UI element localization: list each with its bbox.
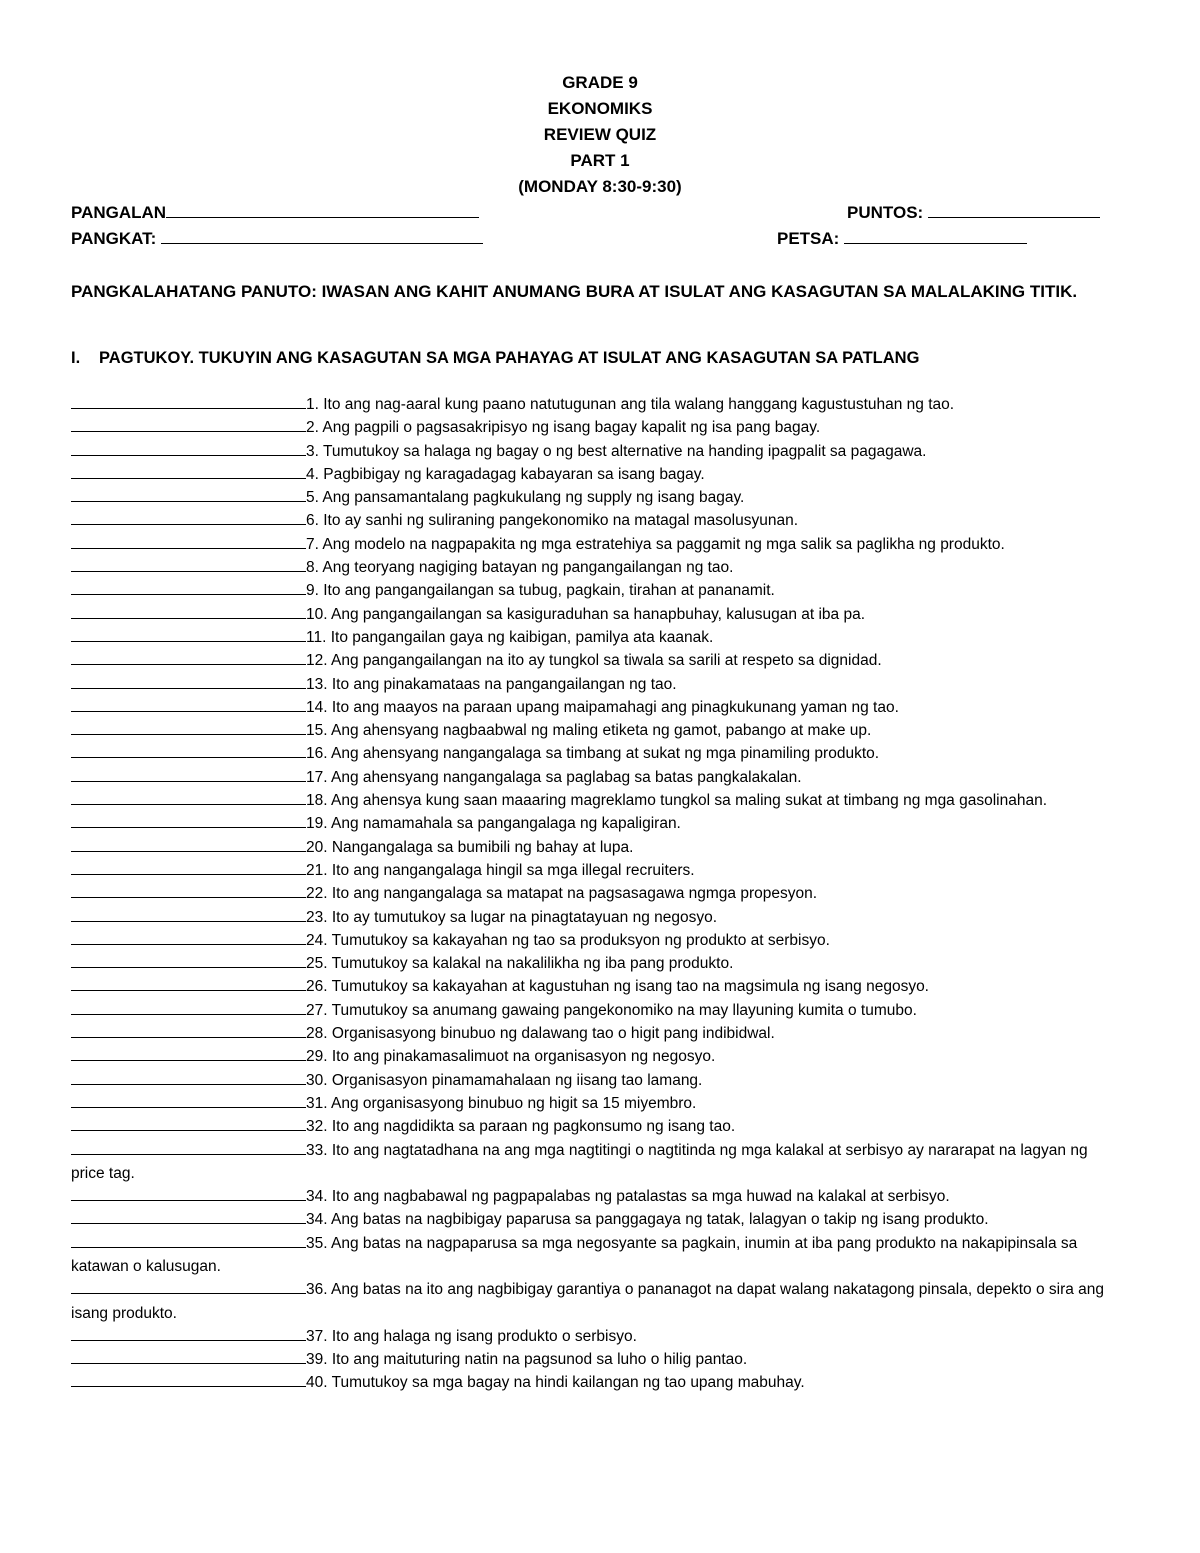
question-item	[71, 416, 1123, 439]
question-text: 37. Ito ang halaga ng isang produkto o serbisyo.	[306, 1327, 637, 1345]
question-text: 32. Ito ang nagdidikta sa paraan ng pagkonsumo ng isang tao.	[306, 1118, 736, 1136]
answer-blank[interactable]	[71, 488, 306, 502]
question-text: 2. Ang pagpili o pagsasakripisyo ng isang bagay kapalit ng isa pang bagay.	[306, 419, 821, 437]
question-text: 30. Organisasyon pinamamahalaan ng iisang tao lamang.	[306, 1071, 703, 1089]
subject-title: EKONOMIKS	[547, 99, 653, 118]
question-item	[71, 812, 1123, 835]
question-item	[71, 1278, 1123, 1325]
answer-blank[interactable]	[71, 605, 306, 619]
question-item	[71, 603, 1123, 626]
question-item	[71, 1348, 1123, 1371]
question-item	[71, 486, 1123, 509]
name-label: PANGALAN	[71, 203, 167, 222]
answer-blank[interactable]	[71, 791, 306, 805]
question-text: 22. Ito ang nangangalaga sa matapat na pagsasagawa ngmga propesyon.	[306, 885, 818, 903]
answer-blank[interactable]	[71, 721, 306, 735]
question-text: 15. Ang ahensyang nagbaabwal ng maling etiketa ng gamot, pabango at make up.	[306, 722, 872, 740]
answer-blank[interactable]	[71, 814, 306, 828]
question-item	[71, 1092, 1123, 1115]
answer-blank[interactable]	[71, 1187, 306, 1201]
answer-blank[interactable]	[71, 442, 306, 456]
question-text: 13. Ito ang pinakamataas na pangangailangan ng tao.	[306, 675, 677, 693]
question-item	[71, 440, 1123, 463]
group-label: PANGKAT:	[71, 229, 157, 248]
section-title: PAGTUKOY. TUKUYIN ANG KASAGUTAN SA MGA PAHAYAG AT ISULAT ANG KASAGUTAN SA PATLANG	[99, 349, 920, 367]
answer-blank[interactable]	[71, 1373, 306, 1387]
question-text: 25. Tumutukoy sa kalakal na nakalilikha ng iba pang produkto.	[306, 955, 734, 973]
general-instructions: PANGKALAHATANG PANUTO: IWASAN ANG KAHIT ANUMANG BURA AT ISULAT ANG KASAGUTAN SA MALALAKING TITIK.	[71, 282, 1078, 301]
question-text: 11. Ito pangangailan gaya ng kaibigan, pamilya ata kaanak.	[306, 628, 714, 646]
group-blank[interactable]	[161, 229, 483, 244]
question-text: 29. Ito ang pinakamasalimuot na organisasyon ng negosyo.	[306, 1048, 716, 1066]
answer-blank[interactable]	[71, 1117, 306, 1131]
question-item	[71, 579, 1123, 602]
name-field[interactable]	[71, 203, 479, 223]
question-text: 1. Ito ang nag-aaral kung paano natutugunan ang tila walang hanggang kagustustuhan ng tao.	[306, 396, 955, 413]
answer-blank[interactable]	[71, 1234, 306, 1248]
question-text: 36. Ang batas na ito ang nagbibigay garantiya o pananagot na dapat walang nakatagong pinsala, depekto o sira ang isang produkto.	[71, 1281, 1105, 1322]
question-item	[71, 1045, 1123, 1068]
question-item	[71, 1232, 1123, 1279]
part-title: PART 1	[570, 151, 630, 170]
question-text: 39. Ito ang maituturing natin na pagsunod sa luho o hilig pantao.	[306, 1351, 748, 1369]
answer-blank[interactable]	[71, 1024, 306, 1038]
question-item	[71, 673, 1123, 696]
answer-blank[interactable]	[71, 675, 306, 689]
question-text: 6. Ito ay sanhi ng suliraning pangekonomiko na matagal masolusyunan.	[306, 512, 799, 530]
answer-blank[interactable]	[71, 954, 306, 968]
answer-blank[interactable]	[71, 535, 306, 549]
question-item	[71, 766, 1123, 789]
question-text: 5. Ang pansamantalang pagkukulang ng supply ng isang bagay.	[306, 489, 745, 507]
question-text: 23. Ito ay tumutukoy sa lugar na pinagtatayuan ng negosyo.	[306, 908, 718, 926]
question-item	[71, 906, 1123, 929]
question-text: 40. Tumutukoy sa mga bagay na hindi kailangan ng tao upang mabuhay.	[306, 1374, 805, 1392]
question-item	[71, 696, 1123, 719]
answer-blank[interactable]	[71, 1071, 306, 1085]
answer-blank[interactable]	[71, 977, 306, 991]
name-blank[interactable]	[166, 203, 479, 218]
question-item	[71, 999, 1123, 1022]
question-text: 3. Tumutukoy sa halaga ng bagay o ng best alternative na handing ipagpalit sa pagagawa.	[306, 442, 927, 460]
answer-blank[interactable]	[71, 581, 306, 595]
question-item	[71, 1208, 1123, 1231]
question-item	[71, 859, 1123, 882]
score-blank[interactable]	[928, 203, 1100, 218]
question-text: 34. Ito ang nagbabawal ng pagpapalabas ng patalastas sa mga huwad na kalakal at serbisyo.	[306, 1188, 950, 1206]
section-heading	[71, 349, 1171, 368]
question-text: 33. Ito ang nagtatadhana na ang mga nagtitingi o nagtitinda ng mga kalakal at serbisyo ay nararapat na lagyan ng price tag.	[71, 1141, 1088, 1182]
question-item	[71, 929, 1123, 952]
question-item	[71, 882, 1123, 905]
question-item	[71, 1069, 1123, 1092]
question-text: 26. Tumutukoy sa kakayahan at kagustuhan ng isang tao na magsimula ng isang negosyo.	[306, 978, 929, 996]
answer-blank[interactable]	[71, 418, 306, 432]
group-field[interactable]	[71, 229, 483, 249]
schedule-title: (MONDAY 8:30-9:30)	[518, 177, 682, 196]
question-text: 24. Tumutukoy sa kakayahan ng tao sa produksyon ng produkto at serbisyo.	[306, 931, 830, 949]
answer-blank[interactable]	[71, 628, 306, 642]
answer-blank[interactable]	[71, 1350, 306, 1364]
answer-blank[interactable]	[71, 1094, 306, 1108]
question-item	[71, 719, 1123, 742]
question-item	[71, 1115, 1123, 1138]
answer-blank[interactable]	[71, 838, 306, 852]
question-text: 19. Ang namamahala sa pangangalaga ng kapaligiran.	[306, 815, 681, 833]
question-item	[71, 836, 1123, 859]
question-item	[71, 1022, 1123, 1045]
question-item	[71, 626, 1123, 649]
question-item	[71, 789, 1123, 812]
question-text: 27. Tumutukoy sa anumang gawaing pangekonomiko na may llayuning kumita o tumubo.	[306, 1001, 917, 1019]
question-text: 10. Ang pangangailangan sa kasiguraduhan sa hanapbuhay, kalusugan at iba pa.	[306, 605, 866, 623]
question-item	[71, 1371, 1123, 1394]
question-item	[71, 393, 1123, 416]
question-item	[71, 1185, 1123, 1208]
answer-blank[interactable]	[71, 651, 306, 665]
question-text: 28. Organisasyong binubuo ng dalawang tao o higit pang indibidwal.	[306, 1025, 775, 1043]
answer-blank[interactable]	[71, 465, 306, 479]
question-text: 18. Ang ahensya kung saan maaaring magreklamo tungkol sa maling sukat at timbang ng mga gasolinahan.	[306, 792, 1048, 810]
question-item	[71, 742, 1123, 765]
answer-blank[interactable]	[71, 744, 306, 758]
date-blank[interactable]	[844, 229, 1027, 244]
question-text: 31. Ang organisasyong binubuo ng higit sa 15 miyembro.	[306, 1094, 697, 1112]
question-item	[71, 649, 1123, 672]
answer-blank[interactable]	[71, 511, 306, 525]
date-field[interactable]	[777, 229, 1027, 249]
question-item	[71, 952, 1123, 975]
question-item	[71, 1139, 1123, 1186]
question-item	[71, 556, 1123, 579]
document-header	[0, 70, 1200, 200]
answer-blank[interactable]	[71, 698, 306, 712]
question-item	[71, 509, 1123, 532]
answer-blank[interactable]	[71, 558, 306, 572]
question-text: 12. Ang pangangailangan na ito ay tungkol sa tiwala sa sarili at respeto sa dignidad.	[306, 652, 882, 670]
quiz-title: REVIEW QUIZ	[543, 125, 657, 144]
date-label: PETSA:	[777, 229, 840, 248]
question-text: 16. Ang ahensyang nangangalaga sa timbang at sukat ng mga pinamiling produkto.	[306, 745, 880, 763]
answer-blank[interactable]	[71, 1327, 306, 1341]
question-text: 34. Ang batas na nagbibigay paparusa sa panggagaya ng tatak, lalagyan o takip ng isang produkto.	[306, 1211, 989, 1229]
question-text: 7. Ang modelo na nagpapakita ng mga estratehiya sa paggamit ng mga salik sa paglikha ng produkto.	[306, 535, 1005, 553]
question-text: 17. Ang ahensyang nangangalaga sa paglabag sa batas pangkalakalan.	[306, 768, 802, 786]
answer-blank[interactable]	[71, 1001, 306, 1015]
question-text: 21. Ito ang nangangalaga hingil sa mga illegal recruiters.	[306, 861, 695, 879]
answer-blank[interactable]	[71, 931, 306, 945]
score-label: PUNTOS:	[847, 203, 924, 222]
question-item	[71, 1325, 1123, 1348]
question-text: 9. Ito ang pangangailangan sa tubug, pagkain, tirahan at pananamit.	[306, 582, 775, 600]
answer-blank[interactable]	[71, 395, 306, 409]
answer-blank[interactable]	[71, 1280, 306, 1294]
question-list	[71, 393, 1123, 1395]
question-text: 8. Ang teoryang nagiging batayan ng pangangailangan ng tao.	[306, 559, 734, 577]
answer-blank[interactable]	[71, 1210, 306, 1224]
score-field[interactable]	[847, 203, 1100, 223]
question-item	[71, 463, 1123, 486]
answer-blank[interactable]	[71, 861, 306, 875]
grade-title: GRADE 9	[562, 73, 638, 92]
answer-blank[interactable]	[71, 768, 306, 782]
question-text: 14. Ito ang maayos na paraan upang maipamahagi ang pinagkukunang yaman ng tao.	[306, 698, 899, 716]
answer-blank[interactable]	[71, 1141, 306, 1155]
section-number: I.	[71, 349, 81, 367]
answer-blank[interactable]	[71, 1047, 306, 1061]
question-item	[71, 533, 1123, 556]
question-text: 35. Ang batas na nagpaparusa sa mga negosyante sa pagkain, inumin at iba pang produkto na nakapipinsala sa katawan o kalusugan.	[71, 1234, 1078, 1275]
question-item	[71, 975, 1123, 998]
answer-blank[interactable]	[71, 908, 306, 922]
question-text: 20. Nangangalaga sa bumibili ng bahay at lupa.	[306, 838, 634, 856]
answer-blank[interactable]	[71, 884, 306, 898]
question-text: 4. Pagbibigay ng karagadagag kabayaran sa isang bagay.	[306, 465, 705, 483]
